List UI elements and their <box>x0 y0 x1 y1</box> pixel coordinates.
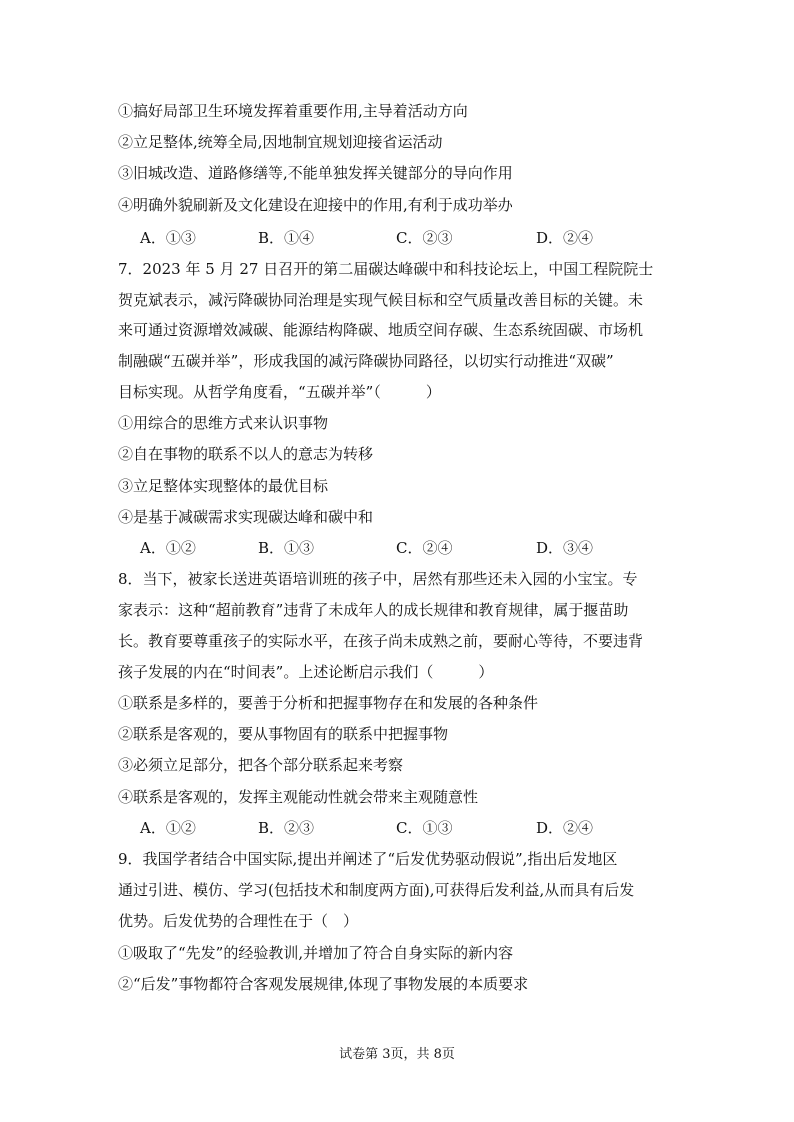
q6-statement-2: ②立足整体,统筹全局,因地制宜规划迎接省运活动 <box>118 133 443 151</box>
q7-stem-line-4: 制融碳“五碳并举”，形成我国的减污降碳协同路径，以切实行动推进“双碳” <box>118 352 614 370</box>
q8-statement-2: ②联系是客观的，要从事物固有的联系中把握事物 <box>118 725 449 743</box>
q9-statement-2: ②“后发”事物都符合客观发展规律,体现了事物发展的本质要求 <box>118 975 529 993</box>
q7-choice-b[interactable]: B．①③ <box>258 539 315 557</box>
q6-statement-1: ①搞好局部卫生环境发挥着重要作用,主导着活动方向 <box>118 102 468 120</box>
q7-statement-2: ②自在事物的联系不以人的意志为转移 <box>118 445 374 463</box>
q9-stem-line-1: 9．我国学者结合中国实际,提出并阐述了“后发优势驱动假说”,指出后发地区 <box>118 850 618 868</box>
q6-choice-d[interactable]: D．②④ <box>536 229 594 247</box>
q9-stem-line-2: 通过引进、模仿、学习(包括技术和制度两方面),可获得后发利益,从而具有后发 <box>118 881 635 899</box>
q7-stem-line-1: 7．2023 年 5 月 27 日召开的第二届碳达峰碳中和科技论坛上，中国工程院院士 <box>118 260 654 278</box>
q8-choice-d[interactable]: D．②④ <box>536 819 594 837</box>
q7-choices <box>140 538 680 558</box>
q9-stem-line-3: 优势。后发优势的合理性在于（ ） <box>118 912 359 930</box>
q7-statement-4: ④是基于减碳需求实现碳达峰和碳中和 <box>118 508 374 526</box>
q7-stem-line-5: 目标实现。从哲学角度看，“五碳并举”（ ） <box>118 383 441 401</box>
q6-statement-4: ④明确外貌刷新及文化建设在迎接中的作用,有利于成功举办 <box>118 196 513 214</box>
q7-statement-1: ①用综合的思维方式来认识事物 <box>118 414 329 432</box>
q7-choice-d[interactable]: D．③④ <box>536 539 594 557</box>
q8-choices <box>140 818 680 838</box>
q6-statement-3: ③旧城改造、道路修缮等,不能单独发挥关键部分的导向作用 <box>118 164 513 182</box>
q7-choice-c[interactable]: C．②④ <box>396 539 453 557</box>
q6-choice-a[interactable]: A．①③ <box>140 229 196 247</box>
q7-stem-line-2: 贺克斌表示，减污降碳协同治理是实现气候目标和空气质量改善目标的关键。未 <box>118 291 644 309</box>
q9-statement-1: ①吸取了“先发”的经验教训,并增加了符合自身实际的新内容 <box>118 944 514 962</box>
q8-stem-line-3: 长。教育要尊重孩子的实际水平，在孩子尚未成熟之前，要耐心等待，不要违背 <box>118 632 644 650</box>
q8-stem-line-1: 8．当下，被家长送进英语培训班的孩子中，居然有那些还未入园的小宝宝。专 <box>118 570 638 588</box>
q8-stem-line-4: 孩子发展的内在“时间表”。上述论断启示我们（ ） <box>118 663 494 681</box>
q8-statement-3: ③必须立足部分，把各个部分联系起来考察 <box>118 756 404 774</box>
q7-choice-a[interactable]: A．①② <box>140 539 196 557</box>
q8-choice-a[interactable]: A．①② <box>140 819 196 837</box>
q8-statement-4: ④联系是客观的，发挥主观能动性就会带来主观随意性 <box>118 788 479 806</box>
q7-statement-3: ③立足整体实现整体的最优目标 <box>118 477 329 495</box>
q6-choice-b[interactable]: B．①④ <box>258 229 315 247</box>
q8-choice-b[interactable]: B．②③ <box>258 819 315 837</box>
q6-choice-c[interactable]: C．②③ <box>396 229 453 247</box>
q8-stem-line-2: 家表示：这种“超前教育”违背了未成年人的成长规律和教育规律，属于揠苗助 <box>118 601 629 619</box>
q6-choices <box>140 228 680 248</box>
q8-statement-1: ①联系是多样的，要善于分析和把握事物存在和发展的各种条件 <box>118 694 539 712</box>
q7-stem-line-3: 来可通过资源增效减碳、能源结构降碳、地质空间存碳、生态系统固碳、市场机 <box>118 321 644 339</box>
page-footer: 试卷第 3页，共 8页 <box>339 1047 455 1062</box>
q8-choice-c[interactable]: C．①③ <box>396 819 453 837</box>
